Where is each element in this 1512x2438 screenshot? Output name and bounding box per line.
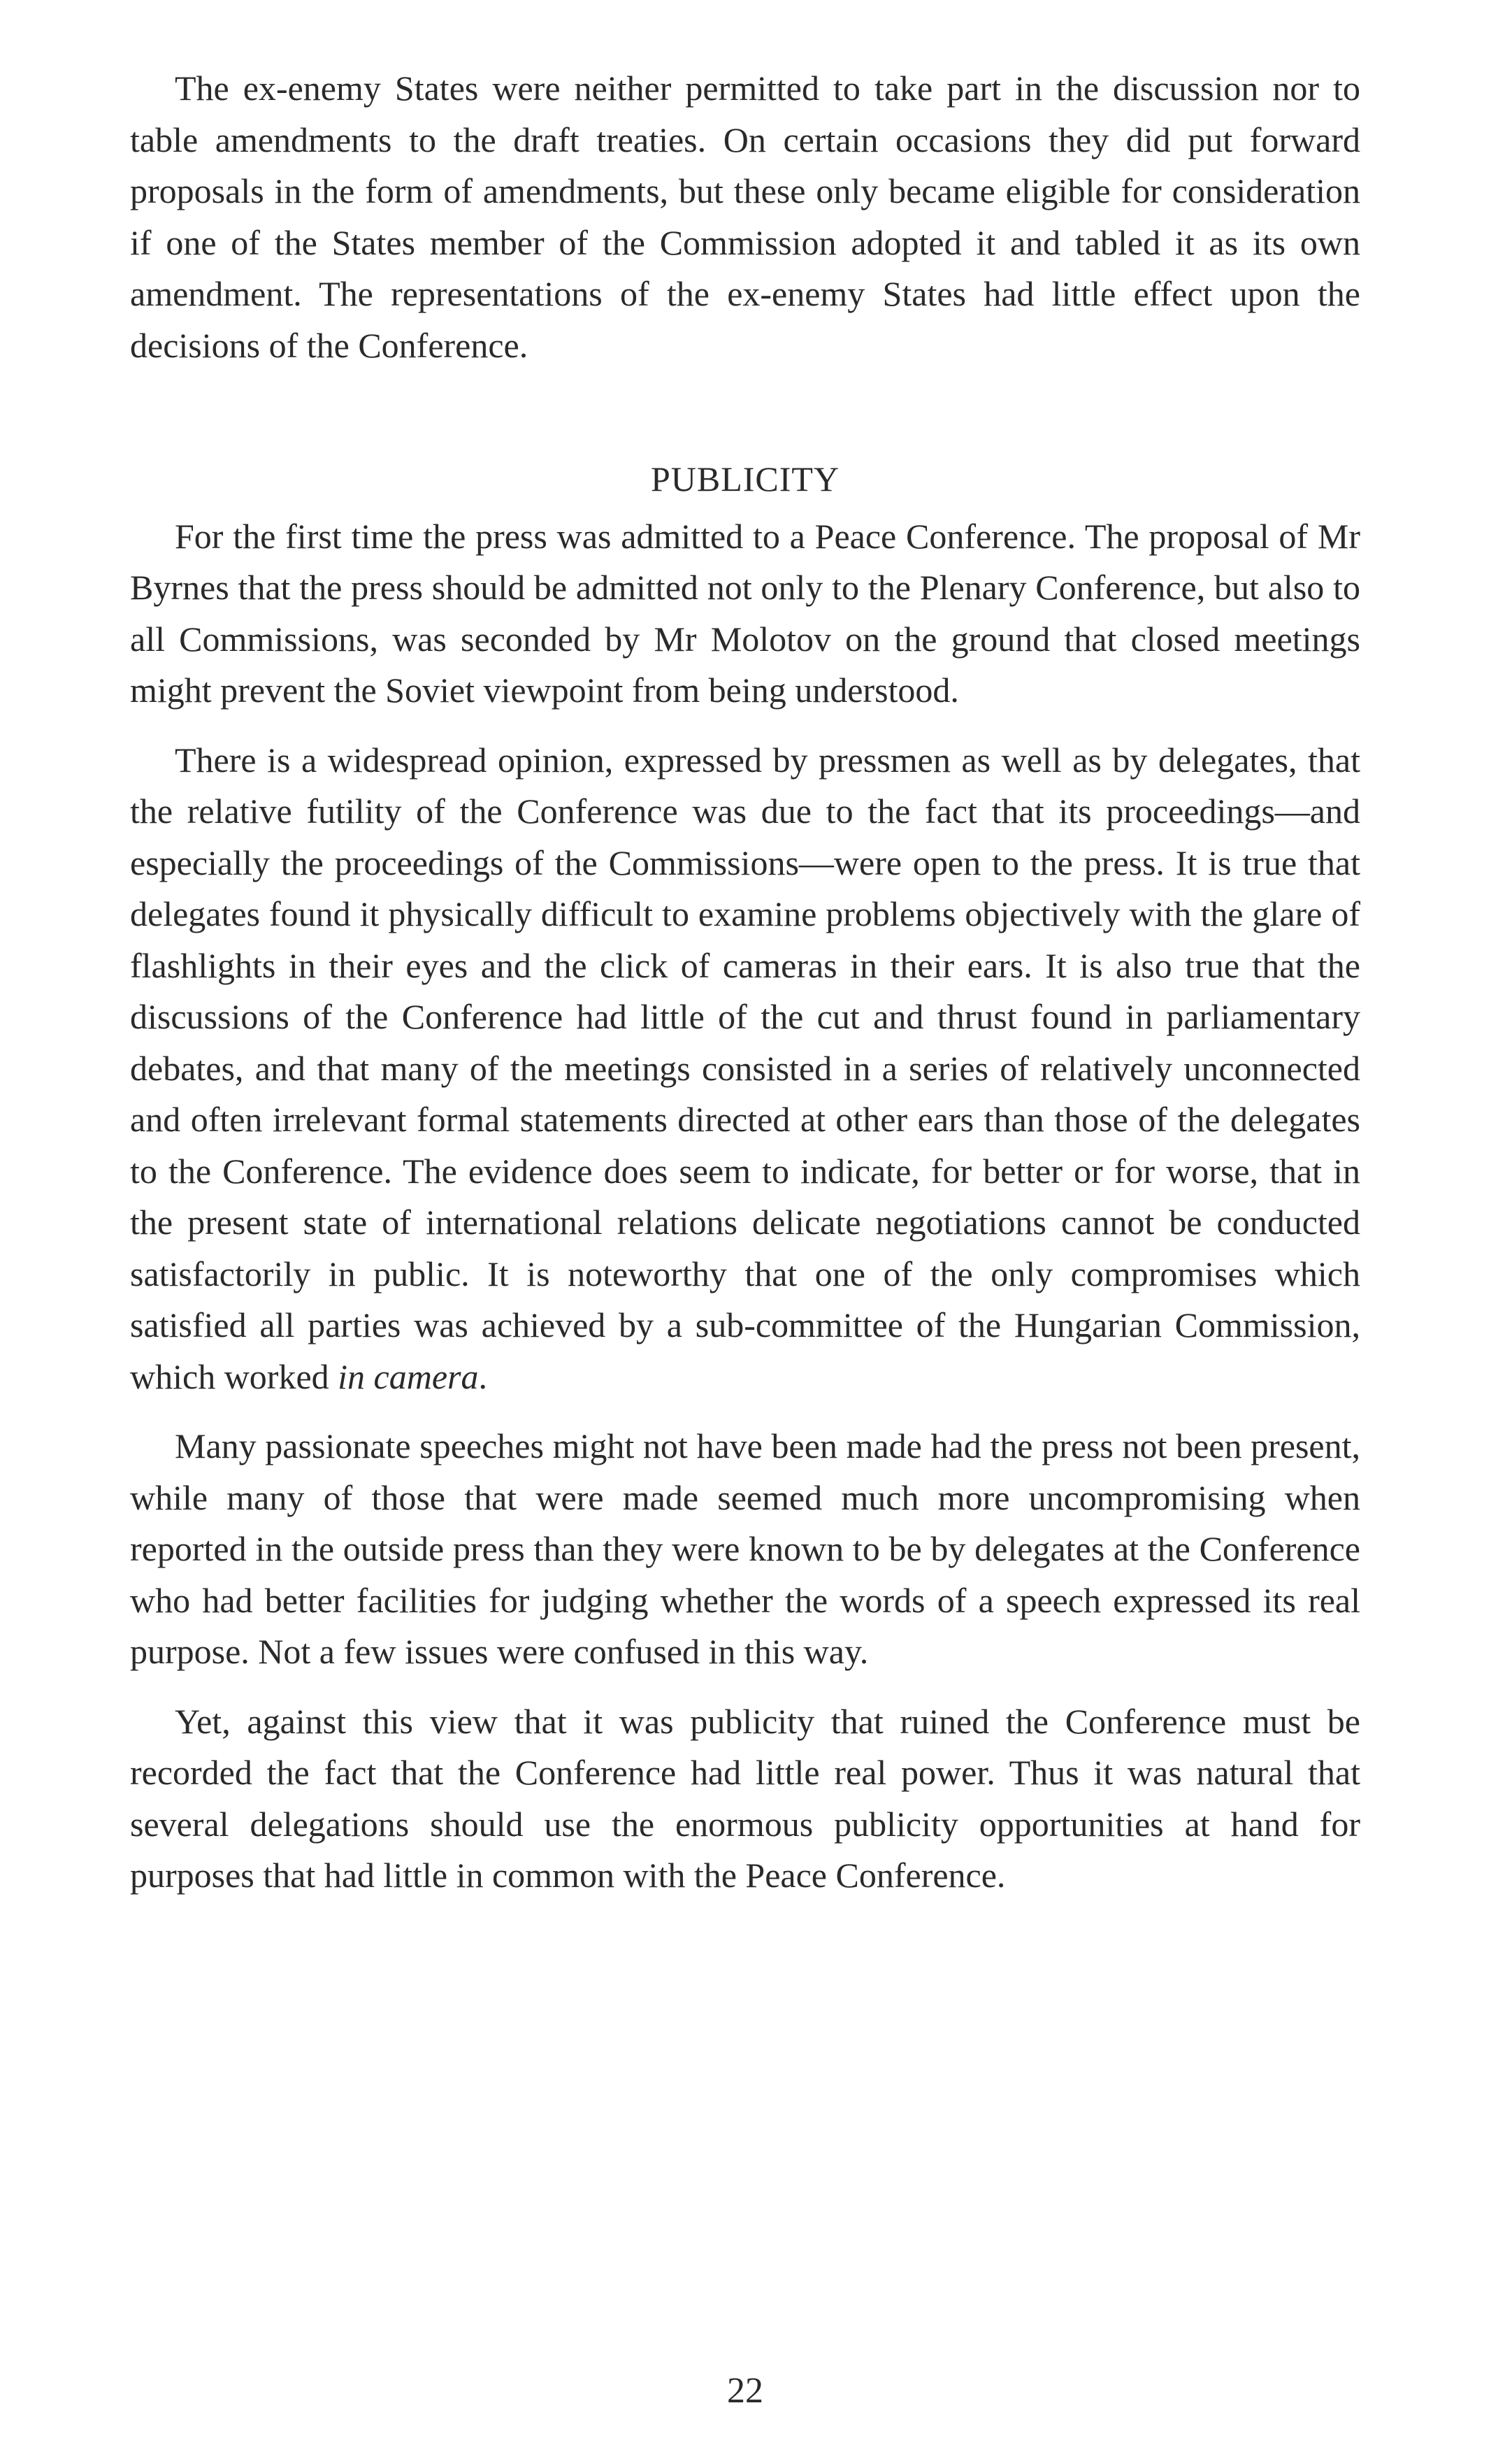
in-camera-italic: in camera [338, 1356, 479, 1396]
paragraph-widespread-opinion-end: . [478, 1356, 487, 1396]
page-number: 22 [727, 2371, 763, 2411]
intro-paragraph: The ex-enemy States were neither permitted to take part in the discussion nor to table amendments to the draft treaties. On certain occasions they did put forward proposals in the form of amendments, but these only became eligible for consideration if one of the States member of the Commission adopted it and tabled it as its own amendment. The representations of the ex-enemy States had little effect upon the decisions of the Conference. [130, 69, 1360, 365]
document-page [130, 63, 1360, 2411]
paragraph-widespread-opinion-text: There is a widespread opinion, expressed by pressmen as well as by delegates, that the relative futility of the Conference was due to the fact that its proceedings—and especially the proceedings of the Commissions—were open to the press. It is true that delegates found it physically difficult to examine problems objectively with the glare of flashlights in their eyes and the click of cameras in their ears. It is also true that the discussions of the Conference had little of the cut and thrust found in parliamentary debates, and that many of the meetings consisted in a series of relatively unconnected and often irrelevant formal statements directed at other ears than those of the delegates to the Conference. The evidence does seem to indicate, for better or for worse, that in the present state of international relations delicate negotiations cannot be conducted satisfactorily in public. It is noteworthy that one of the only compromises which satisfied all parties was achieved by a sub-committee of the Hungarian Commission, which worked [130, 740, 1360, 1396]
paragraph-against-this-view: Yet, against this view that it was publicity that ruined the Conference must be recorded the fact that the Conference had little real power. Thus it was natural that several delegations should use the enormous publicity opportunities at hand for purposes that had little in common with the Peace Conference. [130, 1701, 1360, 1895]
paragraph-press-admitted: For the first time the press was admitted to a Peace Conference. The proposal of Mr Byrnes that the press should be admitted not only to the Plenary Conference, but also to all Commissions, was seconded by Mr Molotov on the ground that closed meetings might prevent the Soviet viewpoint from being understood. [130, 516, 1360, 710]
paragraph-widespread-opinion [130, 735, 1360, 1403]
paragraph-passionate-speeches: Many passionate speeches might not have been made had the press not been present, while many of those that were made seemed much more uncompromising when reported in the outside press than they were known to be by delegates at the Conference who had better facilities for judging whether the words of a speech expressed its real purpose. Not a few issues were confused in this way. [130, 1426, 1360, 1671]
section-heading: PUBLICITY [650, 459, 840, 499]
